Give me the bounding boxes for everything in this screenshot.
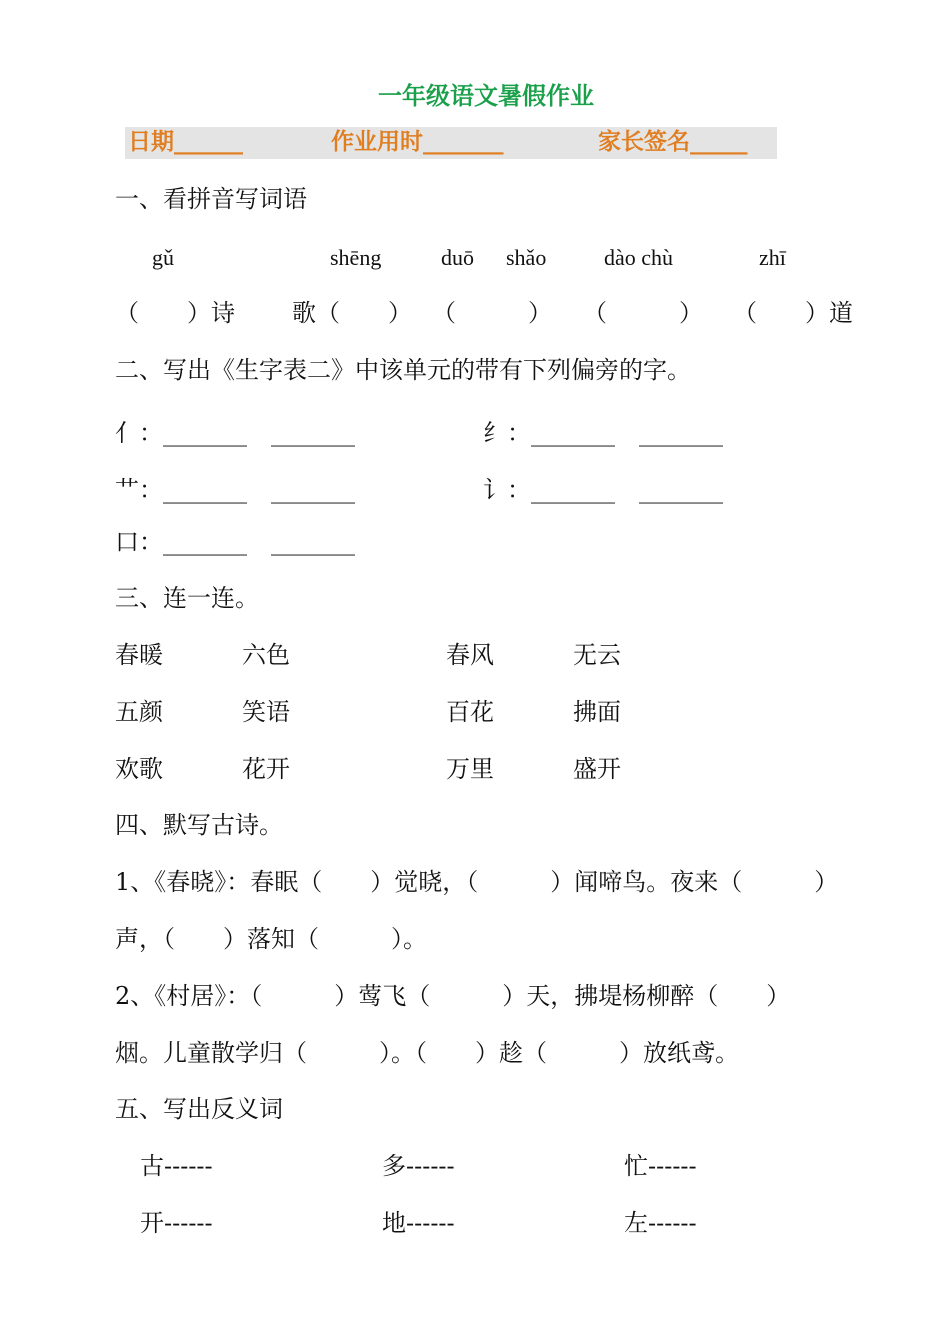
- date-field: 日期______: [128, 129, 243, 155]
- pinyin-zhi: zhī: [759, 245, 786, 270]
- blank-1: （ ）诗: [115, 299, 235, 327]
- match-word: 万里: [446, 755, 494, 783]
- match-word: 盛开: [573, 755, 621, 783]
- radical-row-1-left: 亻：_______ _______: [115, 419, 355, 447]
- antonym-item: 开------: [140, 1209, 213, 1237]
- poem-line-2: 声，（ ）落知（ ）。: [115, 925, 427, 953]
- section-4-heading: 四、默写古诗。: [115, 811, 283, 839]
- match-word: 五颜: [115, 698, 163, 726]
- pinyin-gu: gǔ: [152, 245, 174, 270]
- section-5-heading: 五、写出反义词: [115, 1095, 283, 1123]
- pinyin-duo: duō: [441, 245, 474, 270]
- radical-row-2-left: 艹：_______ _______: [115, 476, 355, 504]
- pinyin-daochu: dào chù: [604, 245, 674, 270]
- match-word: 春暖: [115, 641, 163, 669]
- radical-row-2-right: 讠：_______ _______: [483, 476, 723, 504]
- match-word: 春风: [446, 641, 494, 669]
- antonym-item: 忙------: [624, 1152, 697, 1180]
- match-word: 百花: [446, 698, 494, 726]
- match-word: 无云: [573, 641, 621, 669]
- blank-5: （ ）道: [733, 299, 853, 327]
- radical-row-3-left: 口：_______ _______: [115, 528, 355, 556]
- antonym-item: 古------: [140, 1152, 213, 1180]
- blank-3: （ ）: [432, 299, 552, 327]
- match-word: 欢歌: [115, 755, 163, 783]
- match-word: 花开: [242, 755, 290, 783]
- blank-4: （ ）: [583, 299, 703, 327]
- match-word: 拂面: [573, 698, 621, 726]
- page-title: 一年级语文暑假作业: [378, 82, 594, 110]
- poem-line-3: 2、《村居》：（ ）莺飞（ ）天，拂堤杨柳醉（ ）: [115, 982, 791, 1010]
- antonym-item: 多------: [382, 1152, 455, 1180]
- duration-field: 作业用时_______: [331, 129, 504, 155]
- match-word: 六色: [242, 641, 290, 669]
- antonym-item: 左------: [624, 1209, 697, 1237]
- pinyin-sheng: shēng: [330, 245, 382, 270]
- section-2-heading: 二、写出《生字表二》中该单元的带有下列偏旁的字。: [115, 356, 691, 384]
- pinyin-shao: shǎo: [506, 245, 547, 270]
- section-1-heading: 一、看拼音写词语: [115, 185, 307, 213]
- blank-2: 歌（ ）: [292, 299, 412, 327]
- match-word: 笑语: [242, 698, 290, 726]
- radical-row-1-right: 纟：_______ _______: [483, 419, 723, 447]
- poem-line-1: 1、《春晓》：春眠（ ）觉晓，（ ）闻啼鸟。夜来（ ）: [115, 868, 839, 896]
- poem-line-4: 烟。儿童散学归（ ）。（ ）趁（ ）放纸鸢。: [115, 1039, 739, 1067]
- section-3-heading: 三、连一连。: [115, 584, 259, 612]
- signature-field: 家长签名_____: [598, 129, 748, 155]
- antonym-item: 地------: [382, 1209, 455, 1237]
